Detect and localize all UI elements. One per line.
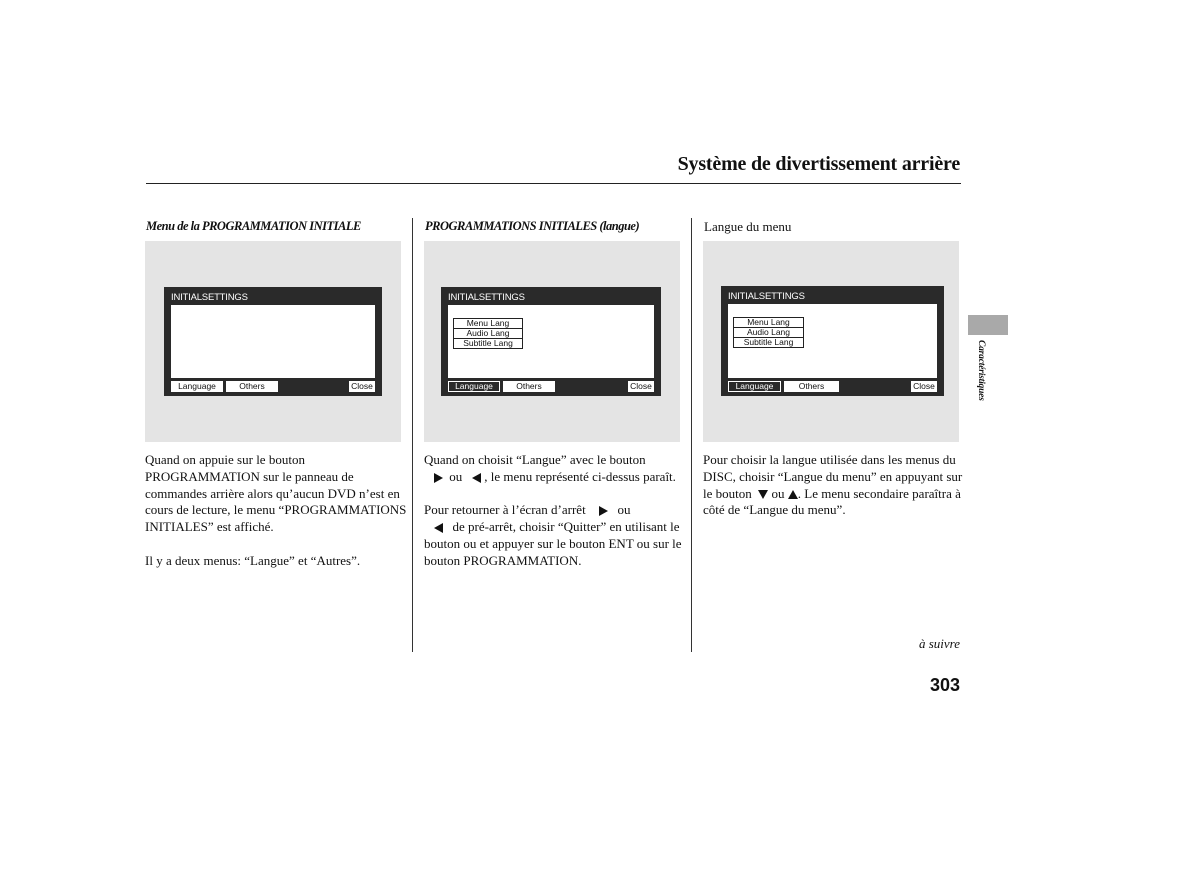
column-2-text (424, 452, 684, 570)
left-arrow-icon (472, 473, 481, 483)
column-3-heading: Langue du menu (704, 219, 792, 234)
language-button[interactable]: Language (728, 381, 781, 392)
screen-content-area (171, 305, 375, 378)
paragraph: Quand on choisit “Langue” avec le bouton ou , le menu représenté ci-dessus paraît. (424, 452, 676, 484)
language-button[interactable]: Language (171, 381, 223, 392)
illustration-panel-1 (145, 241, 401, 442)
column-3-text (703, 452, 963, 519)
left-arrow-icon (434, 523, 443, 533)
subtitle-lang-item[interactable]: Subtitle Lang (463, 338, 513, 348)
title-rule (146, 183, 961, 184)
page-number: 303 (929, 675, 960, 695)
section-tab-label: Caractéristiques (976, 340, 986, 401)
column-2-heading: PROGRAMMATIONS INITIALES (langue) (425, 219, 640, 233)
column-divider-1 (412, 218, 413, 652)
others-button[interactable]: Others (503, 381, 555, 392)
screen-content-area (448, 305, 654, 378)
continued-note: à suivre (918, 636, 960, 651)
paragraph: Quand on appuie sur le bouton PROGRAMMATION sur le panneau de commandes arrière alors qu’aucun DVD n’est en cours de lecture, le menu “PROGRAMMATIONS INITIALES” est affiché. (145, 452, 407, 535)
right-arrow-icon (434, 473, 443, 483)
down-arrow-icon (758, 490, 768, 499)
audio-lang-item[interactable]: Audio Lang (734, 328, 803, 338)
paragraph: Pour retourner à l’écran d’arrêt ou de pré-arrêt, choisir “Quitter” en utilisant le bouton ou et appuyer sur le bouton ENT ou sur le bouton PROGRAMMATION. (424, 502, 682, 568)
close-button[interactable]: Close (628, 381, 654, 392)
language-button[interactable]: Language (448, 381, 500, 392)
menu-lang-item[interactable]: Menu Lang (454, 319, 522, 329)
audio-lang-item[interactable]: Audio Lang (454, 329, 522, 339)
right-arrow-icon (599, 506, 608, 516)
language-submenu (733, 317, 804, 348)
page-title: Système de divertissement arrière (677, 153, 960, 175)
illustration-panel-2 (424, 241, 680, 442)
screen-title: INITIALSETTINGS (728, 291, 805, 302)
initial-settings-screen-3 (721, 286, 944, 396)
column-1-text (145, 452, 407, 570)
paragraph: Pour choisir la langue utilisée dans les menus du DISC, choisir “Langue du menu” en appuyant sur le bouton ou . Le menu secondaire paraîtra à côté de “Langue du menu”. (703, 452, 963, 518)
screen-title: INITIALSETTINGS (448, 292, 525, 303)
section-tab (968, 315, 1008, 335)
column-divider-2 (691, 218, 692, 652)
close-button[interactable]: Close (911, 381, 937, 392)
close-button[interactable]: Close (349, 381, 375, 392)
others-button[interactable]: Others (784, 381, 839, 392)
menu-lang-item[interactable]: Menu Lang (734, 318, 803, 328)
screen-content-area (728, 304, 937, 378)
subtitle-lang-item[interactable]: Subtitle Lang (743, 337, 794, 347)
initial-settings-screen-1 (164, 287, 382, 396)
others-button[interactable]: Others (226, 381, 278, 392)
illustration-panel-3 (703, 241, 959, 442)
initial-settings-screen-2 (441, 287, 661, 396)
screen-title: INITIALSETTINGS (171, 292, 248, 303)
paragraph: Il y a deux menus: “Langue” et “Autres”. (145, 552, 361, 568)
column-1-heading: Menu de la PROGRAMMATION INITIALE (146, 219, 361, 233)
language-submenu (453, 318, 523, 349)
up-arrow-icon (788, 490, 798, 499)
